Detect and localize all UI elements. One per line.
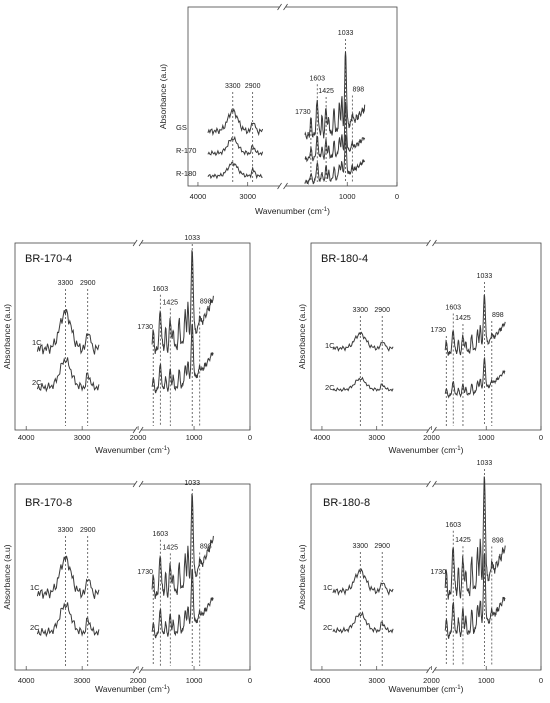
peak-label: 2900 (374, 307, 390, 314)
peak-label: 1033 (337, 30, 354, 37)
peak-label: 1425 (162, 544, 179, 552)
x-tick-label: 3000 (368, 433, 386, 442)
peak-label: 2900 (79, 280, 96, 287)
x-tick-label: 4000 (17, 433, 35, 442)
x-axis-label-close: ) (460, 445, 464, 455)
peak-label: 1603 (445, 521, 462, 529)
x-axis-label-close: ) (460, 684, 464, 694)
peak-label: 1730 (295, 109, 311, 116)
plot-frame (311, 484, 541, 670)
x-tick-label: 3000 (368, 676, 386, 685)
chart-panel-5 (297, 460, 543, 694)
spectrum-line-fingerprint (445, 358, 505, 397)
spectrum-line-high (333, 613, 393, 633)
spectrum-line-high (208, 109, 263, 134)
peak-label: 1730 (430, 327, 447, 334)
x-tick-label: 0 (538, 433, 544, 442)
x-tick-label: 2000 (129, 433, 147, 442)
panel-title: BR-170-8 (25, 497, 73, 509)
x-tick-label: 0 (247, 433, 253, 442)
peak-label: 2900 (79, 527, 96, 534)
x-tick-label: 2000 (423, 433, 440, 442)
peak-label: 3300 (57, 280, 74, 287)
peak-label: 2900 (244, 83, 261, 90)
peak-label: 1425 (455, 537, 471, 545)
series-label: 2C (323, 623, 333, 632)
x-axis-label (95, 684, 170, 694)
x-axis-label-sup: -1 (455, 685, 461, 691)
y-axis-label: Absorbance (a.u) (297, 544, 307, 610)
x-axis-label-sup: -1 (455, 446, 461, 452)
peak-label: 3300 (57, 527, 74, 534)
spectrum-line-fingerprint (305, 52, 365, 140)
peak-label: 1603 (445, 304, 462, 312)
peak-label: 898 (199, 298, 212, 306)
x-axis-label (389, 684, 464, 694)
x-axis-label-close: ) (327, 206, 330, 216)
spectrum-line-high (208, 137, 263, 155)
peak-label: 1603 (152, 285, 169, 293)
peak-label: 3300 (224, 83, 241, 90)
x-axis-label (95, 445, 170, 455)
plot-frame (188, 7, 397, 186)
series-label: R-170 (176, 146, 197, 155)
y-axis-label: Absorbance (a.u) (297, 303, 307, 370)
peak-label: 2900 (374, 543, 390, 550)
x-axis-label-text: Wavenumber (cm (255, 206, 322, 216)
series-label: 1C (32, 338, 42, 347)
peak-label: 1730 (137, 569, 153, 576)
series-label: 2C (32, 378, 42, 387)
panel-title: BR-180-4 (321, 253, 369, 265)
peak-label: 1033 (476, 273, 493, 280)
peak-label: 898 (491, 537, 504, 545)
peak-label: 898 (352, 86, 365, 94)
spectrum-line-high (37, 309, 99, 354)
panel-title: BR-170-4 (25, 253, 73, 265)
series-label: 1C (323, 583, 333, 592)
peak-label: 1033 (184, 480, 200, 487)
x-axis-label-text: Wavenumber (cm (388, 684, 456, 694)
peak-label: 898 (491, 312, 504, 319)
plot-frame (311, 243, 541, 430)
peak-label: 1730 (430, 569, 447, 576)
peak-label: 1730 (137, 324, 153, 331)
x-axis-label-text: Wavenumber (cm (95, 445, 162, 455)
x-axis-label-text: Wavenumber (cm (95, 684, 162, 694)
x-axis-label (389, 445, 464, 455)
spectrum-line-high (333, 378, 393, 391)
x-tick-label: 1000 (338, 192, 356, 201)
x-axis-label-close: ) (167, 684, 170, 694)
peak-label: 3300 (352, 307, 369, 314)
series-label: 2C (325, 383, 335, 392)
x-tick-label: 4000 (17, 676, 35, 685)
x-tick-label: 1000 (185, 433, 203, 442)
plot-frame (15, 484, 250, 670)
x-axis-label (255, 206, 330, 216)
chart-panel-4 (2, 480, 252, 694)
x-tick-label: 3000 (73, 676, 91, 685)
spectrum-line-high (208, 162, 263, 178)
x-tick-label: 1000 (477, 676, 495, 685)
peak-label: 1033 (184, 235, 200, 242)
spectrum-line-high (37, 357, 99, 390)
x-tick-label: 4000 (313, 433, 331, 442)
series-label: 2C (30, 623, 40, 632)
spectrum-line-high (333, 569, 393, 594)
peak-label: 1425 (162, 299, 179, 307)
x-axis-label-sup: -1 (161, 685, 168, 691)
y-axis-label: Absorbance (a.u) (2, 544, 12, 610)
x-tick-label: 1000 (477, 433, 495, 442)
panel-title: BR-180-8 (323, 497, 371, 509)
series-label: 1C (30, 583, 40, 592)
chart-panel-1 (158, 4, 399, 216)
chart-panel-3 (297, 240, 543, 455)
y-axis-label: Absorbance (a.u) (158, 63, 168, 130)
series-label: GS (176, 123, 187, 132)
x-tick-label: 0 (394, 192, 400, 201)
plot-frame (15, 243, 250, 430)
spectrum-line-high (37, 556, 99, 599)
peak-label: 1425 (455, 315, 471, 322)
x-tick-label: 1000 (185, 676, 203, 685)
peak-label: 1603 (152, 530, 169, 538)
x-tick-label: 4000 (189, 192, 207, 201)
series-label: 1C (325, 341, 335, 350)
x-axis-label-close: ) (167, 445, 170, 455)
y-axis-label: Absorbance (a.u) (2, 303, 12, 370)
x-tick-label: 0 (538, 676, 544, 685)
x-tick-label: 2000 (129, 676, 147, 685)
x-axis-label-sup: -1 (161, 446, 168, 452)
peak-label: 1425 (318, 88, 334, 95)
x-tick-label: 3000 (73, 433, 91, 442)
x-axis-label-text: Wavenumber (cm (388, 445, 456, 455)
x-tick-label: 4000 (313, 676, 331, 685)
x-tick-label: 3000 (239, 192, 257, 201)
spectrum-line-high (37, 602, 99, 635)
x-axis-label-sup: -1 (321, 207, 328, 213)
spectrum-line-high (333, 333, 393, 351)
chart-panel-2 (2, 235, 252, 455)
peak-label: 898 (199, 543, 212, 551)
x-tick-label: 2000 (423, 676, 440, 685)
peak-label: 3300 (352, 543, 369, 550)
peak-label: 1033 (476, 460, 493, 467)
peak-label: 1603 (309, 75, 326, 83)
series-label: R-180 (176, 169, 197, 178)
x-tick-label: 0 (247, 676, 253, 685)
